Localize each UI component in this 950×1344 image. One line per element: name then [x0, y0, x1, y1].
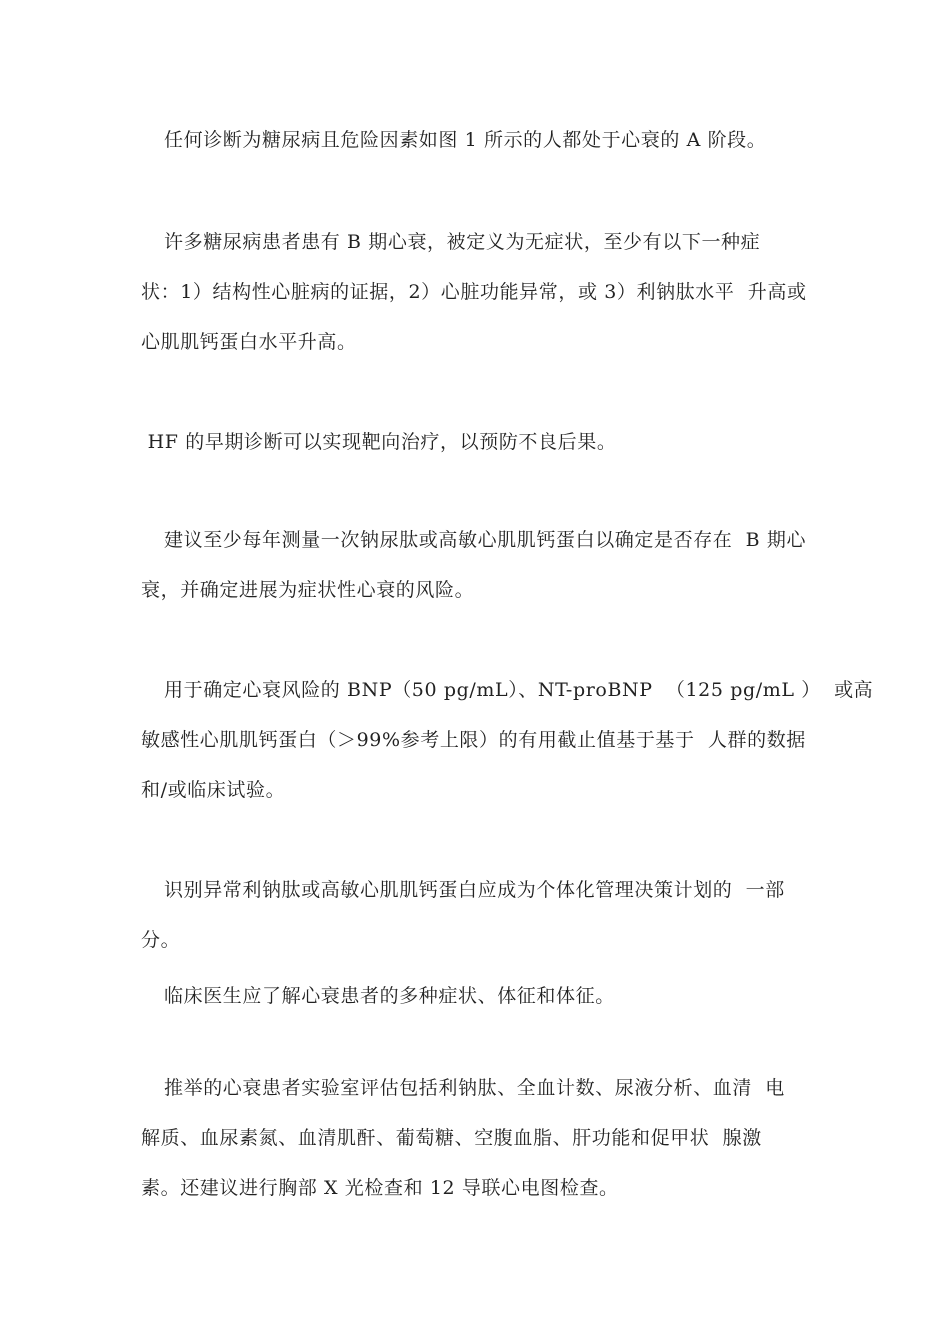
paragraph-1-line-1: 任何诊断为糖尿病且危险因素如图 1 所示的人都处于心衰的 A 阶段。 — [164, 129, 767, 151]
paragraph-6-line-2: 分。 — [141, 929, 181, 951]
paragraph-2-line-2: 状：1）结构性心脏病的证据，2）心脏功能异常，或 3）利钠肽水平 升高或 — [141, 281, 807, 303]
paragraph-2-line-1: 许多糖尿病患者患有 B 期心衰，被定义为无症状，至少有以下一种症 — [164, 231, 761, 253]
paragraph-5-line-2: 敏感性心肌肌钙蛋白（＞99%参考上限）的有用截止值基于基于 人群的数据 — [141, 729, 806, 751]
paragraph-8-line-2: 解质、血尿素氮、血清肌酐、葡萄糖、空腹血脂、肝功能和促甲状 腺激 — [141, 1127, 762, 1149]
paragraph-6-line-1: 识别异常利钠肽或高敏心肌肌钙蛋白应成为个体化管理决策计划的 一部 — [164, 879, 785, 901]
paragraph-5-line-1: 用于确定心衰风险的 BNP（50 pg/mL）、NT-proBNP （125 pg/mL ） 或高 — [164, 679, 874, 701]
paragraph-4-line-2: 衰，并确定进展为症状性心衰的风险。 — [141, 579, 475, 601]
paragraph-2-line-3: 心肌肌钙蛋白水平升高。 — [141, 331, 357, 353]
paragraph-4-line-1: 建议至少每年测量一次钠尿肽或高敏心肌肌钙蛋白以确定是否存在 B 期心 — [164, 529, 807, 551]
paragraph-8-line-1: 推举的心衰患者实验室评估包括利钠肽、全血计数、尿液分析、血清 电 — [164, 1077, 785, 1099]
paragraph-8-line-3: 素。还建议进行胸部 X 光检查和 12 导联心电图检查。 — [141, 1177, 619, 1199]
paragraph-5-line-3: 和/或临床试验。 — [141, 779, 286, 801]
paragraph-7-line-1: 临床医生应了解心衰患者的多种症状、体征和体征。 — [164, 985, 615, 1007]
paragraph-3-line-1: HF 的早期诊断可以实现靶向治疗，以预防不良后果。 — [141, 431, 617, 453]
